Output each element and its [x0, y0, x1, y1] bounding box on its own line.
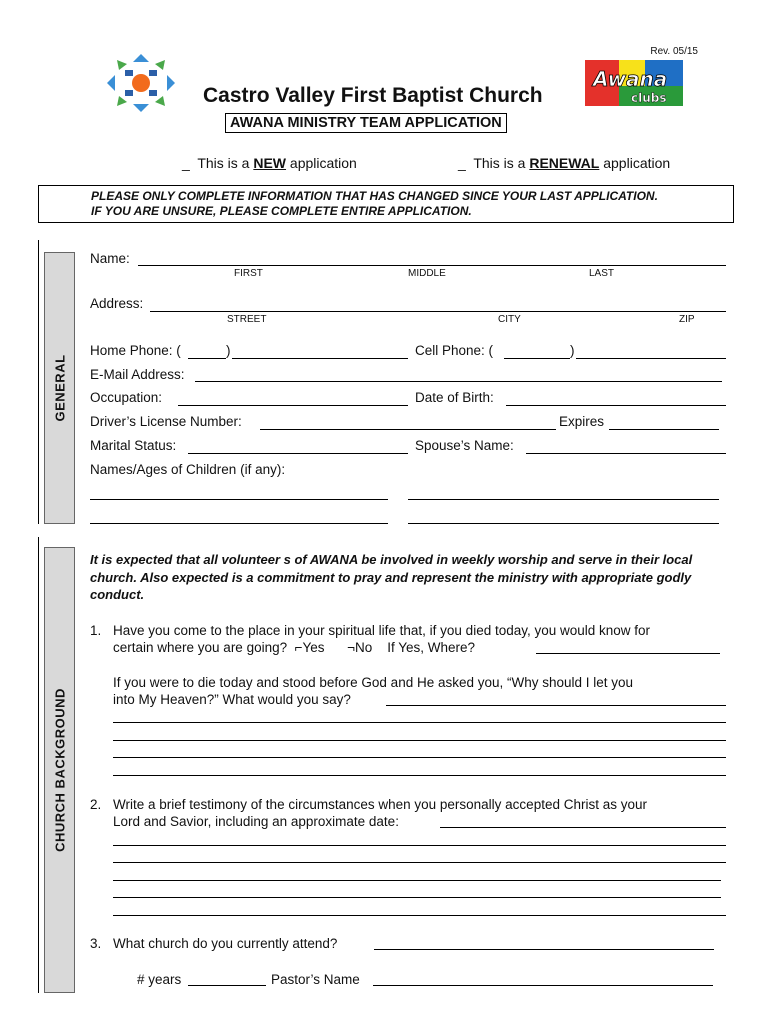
notice-line-1: PLEASE ONLY COMPLETE INFORMATION THAT HAS CHANGED SINCE YOUR LAST APPLICATION.: [91, 189, 658, 203]
pastor-name-field[interactable]: [373, 985, 713, 986]
children-field-3[interactable]: [90, 523, 388, 524]
q2-text-line1: Write a brief testimony of the circumstances when you personally accepted Christ as your: [113, 797, 647, 812]
children-field-2[interactable]: [408, 499, 719, 500]
page-title: Castro Valley First Baptist Church: [203, 84, 543, 107]
church-section-tab: [44, 547, 75, 993]
license-field[interactable]: [260, 429, 556, 430]
spouse-label: Spouse’s Name:: [415, 438, 514, 453]
testimony-field-1[interactable]: [440, 827, 726, 828]
name-field[interactable]: [138, 265, 726, 266]
where-field[interactable]: [536, 653, 720, 654]
children-field-4[interactable]: [408, 523, 719, 524]
church-logo-icon: [105, 52, 177, 114]
testimony-field-2[interactable]: [113, 845, 726, 846]
license-label: Driver’s License Number:: [90, 414, 242, 429]
name-label: Name:: [90, 251, 130, 266]
testimony-field-3[interactable]: [113, 862, 726, 863]
address-field[interactable]: [150, 311, 726, 312]
no-label: No: [354, 640, 373, 655]
church-section-label: CHURCH BACKGROUND: [52, 688, 67, 852]
expires-label: Expires: [559, 414, 605, 429]
q1b-text-line2: into My Heaven?” What would you say?: [113, 692, 351, 707]
general-border: [38, 240, 39, 524]
q1-text-line2: certain where you are going? ⌐Yes ¬No If Yes, Where?: [113, 640, 476, 655]
q2-text-line2: Lord and Savior, including an approximate date:: [113, 814, 399, 829]
occupation-field[interactable]: [178, 405, 408, 406]
q1-text-line1: Have you come to the place in your spiritual life that, if you died today, you would know for: [113, 623, 651, 638]
q1b-text-line1: If you were to die today and stood before God and He asked you, “Why should I let you: [113, 675, 634, 690]
home-phone-field[interactable]: [232, 358, 408, 359]
last-caption: LAST: [589, 268, 615, 279]
marital-field[interactable]: [188, 453, 408, 454]
cell-phone-paren: ): [570, 343, 575, 358]
heaven-answer-field-5[interactable]: [113, 775, 726, 776]
cell-phone-label: Cell Phone: (: [415, 343, 494, 358]
testimony-field-4[interactable]: [113, 880, 721, 881]
home-phone-label: Home Phone: (: [90, 343, 181, 358]
city-caption: CITY: [498, 314, 521, 325]
first-caption: FIRST: [234, 268, 263, 279]
children-label: Names/Ages of Children (if any):: [90, 462, 286, 477]
expectations-text: It is expected that all volunteer s of AWANA be involved in weekly worship and serve in their local church. Also expected is a commitment to pray and represent the ministry with appropriate godly conduct.: [90, 552, 693, 602]
spouse-field[interactable]: [526, 453, 726, 454]
dob-field[interactable]: [506, 405, 726, 406]
renewal-application-option[interactable]: _ This is a RENEWAL application: [458, 155, 671, 171]
marital-label: Marital Status:: [90, 438, 177, 453]
email-field[interactable]: [195, 381, 722, 382]
church-border: [38, 537, 39, 993]
heaven-answer-field-1[interactable]: [386, 705, 726, 706]
dob-label: Date of Birth:: [415, 390, 494, 405]
svg-text:Awana: Awana: [593, 67, 668, 91]
yes-checkbox[interactable]: ⌐: [294, 640, 303, 655]
q3-text: What church do you currently attend?: [113, 936, 338, 951]
expires-field[interactable]: [609, 429, 719, 430]
awana-logo: [585, 60, 683, 106]
notice-line-2: IF YOU ARE UNSURE, PLEASE COMPLETE ENTIRE APPLICATION.: [91, 204, 472, 218]
new-application-option[interactable]: _ This is a NEW application: [182, 155, 357, 171]
years-field[interactable]: [188, 985, 266, 986]
revision-label: Rev. 05/15: [650, 46, 698, 57]
q3-number: 3.: [90, 936, 102, 951]
renewal-word: RENEWAL: [529, 155, 600, 171]
testimony-field-6[interactable]: [113, 915, 726, 916]
years-label: # years: [137, 972, 182, 987]
notice-box: [38, 185, 734, 223]
if-yes-label: If Yes, Where?: [387, 640, 476, 655]
children-field-1[interactable]: [90, 499, 388, 500]
form-subtitle: AWANA MINISTRY TEAM APPLICATION: [225, 113, 507, 133]
home-phone-paren: ): [226, 343, 231, 358]
svg-text:clubs: clubs: [631, 91, 667, 105]
renewal-checkbox[interactable]: _: [458, 155, 466, 171]
testimony-field-5[interactable]: [113, 897, 721, 898]
email-label: E-Mail Address:: [90, 367, 185, 382]
new-checkbox[interactable]: _: [182, 155, 190, 171]
q1-number: 1.: [90, 623, 102, 638]
heaven-answer-field-3[interactable]: [113, 740, 726, 741]
current-church-field[interactable]: [374, 949, 714, 950]
cell-phone-field[interactable]: [576, 358, 726, 359]
pastor-label: Pastor’s Name: [271, 972, 360, 987]
zip-caption: ZIP: [679, 314, 695, 325]
home-phone-area-field[interactable]: [188, 358, 226, 359]
middle-caption: MIDDLE: [408, 268, 446, 279]
q2-number: 2.: [90, 797, 102, 812]
general-section-label: GENERAL: [52, 354, 67, 422]
address-label: Address:: [90, 296, 144, 311]
cell-phone-area-field[interactable]: [504, 358, 570, 359]
occupation-label: Occupation:: [90, 390, 163, 405]
no-checkbox[interactable]: ¬: [347, 640, 355, 655]
general-section-tab: [44, 252, 75, 524]
heaven-answer-field-2[interactable]: [113, 722, 726, 723]
street-caption: STREET: [227, 314, 267, 325]
yes-label: Yes: [302, 640, 325, 655]
heaven-answer-field-4[interactable]: [113, 757, 726, 758]
new-word: NEW: [253, 155, 287, 171]
